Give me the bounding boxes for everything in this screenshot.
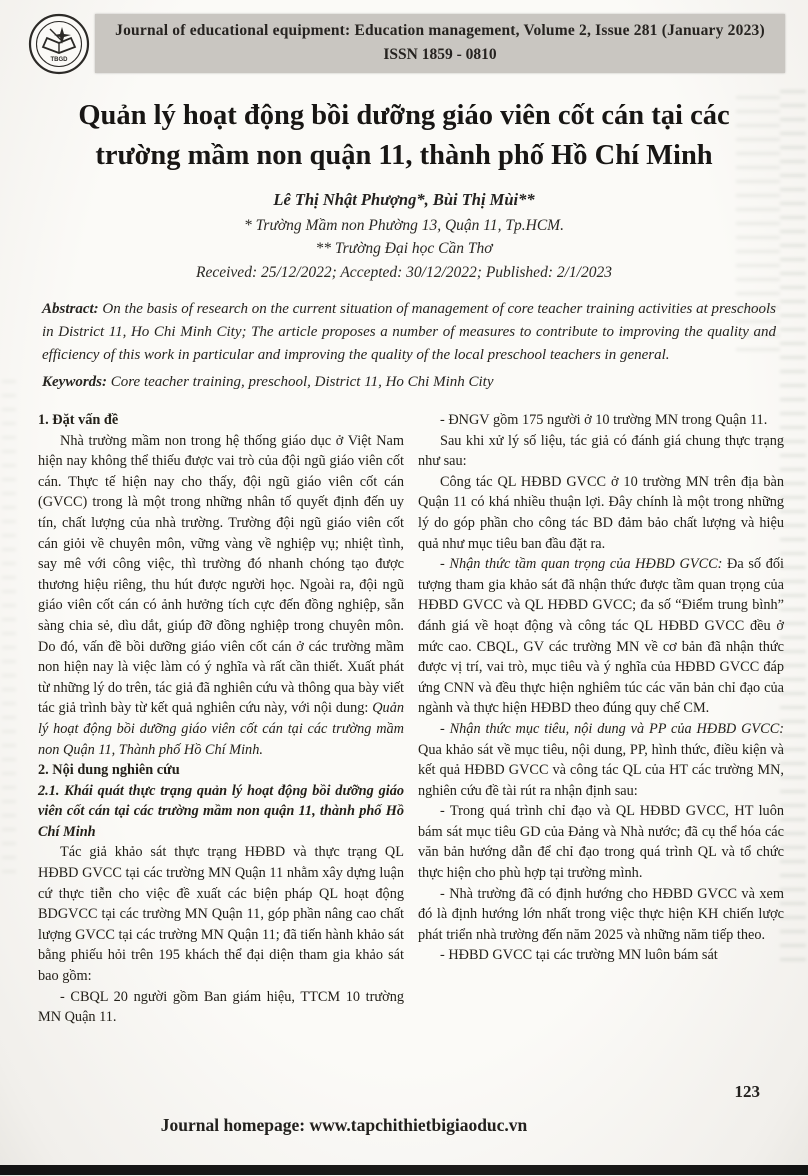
keywords-line — [42, 371, 776, 394]
paragraph-text: Nhà trường mầm non trong hệ thống giáo dục ở Việt Nam hiện nay không thể thiếu được vai trò của đội ngũ giáo viên cốt cán. Thực tế hiện nay cho thấy, đội ngũ giáo viên cốt cán (GVCC) trong là một trong những nhân tố quyết định đến uy tín, chất lượng của nhà trường. Trường đội ngũ giáo viên cốt cán giỏi về chuyên môn, vững vàng về nghiệp vụ; nhiệt tình, say mê với công việc, thì trường đó nhanh chóng tạo được thương hiệu riêng, thu hút được người học. Ngoài ra, đội ngũ giáo viên cốt cán có ảnh hưởng tích cực đến đồng nghiệp, sẵn sàng chia sẻ, dìu dắt, giúp đỡ đồng nghiệp trong chuyên môn. Do đó, vấn đề bồi dưỡng giáo viên cốt cán ở các trường mầm non hiện nay là việc làm có ý nghĩa và rất cần thiết. Xuất phát từ những lý do trên, tác giả đã nghiên cứu và thông qua bày viết tác giả trình bày từ kết quả nghiên cứu này, với nội dung: — [38, 432, 404, 717]
body-paragraph — [38, 431, 404, 761]
paper-title — [30, 96, 778, 176]
right-column — [418, 410, 784, 1028]
left-column — [38, 410, 404, 1028]
body-paragraph: - Trong quá trình chỉ đạo và QL HĐBD GVCC, HT luôn bám sát mục tiêu GD của Đảng và Nhà nước; đã cụ thể hóa các văn bản hướng dẫn để chỉ đạo trong quá trình QL và tổ chức thực hiện cho phù hợp tại trường mình. — [418, 803, 784, 882]
section-heading-2-1: 2.1. Khái quát thực trạng quản lý hoạt động bồi dưỡng giáo viên cốt cán tại các trường mầm non quận 11, thành phố Hồ Chí Minh — [38, 782, 404, 840]
abstract-text: On the basis of research on the current situation of management of core teacher training activities at preschools in District 11, Ho Chi Minh City; The article proposes a number of measures to contribute to improving the quality and efficiency of this work in particular and improving the quality of the local preschool teachers in general. — [42, 301, 776, 363]
keywords-text: Core teacher training, preschool, District 11, Ho Chi Minh City — [107, 374, 494, 390]
authors-line: Lê Thị Nhật Phượng*, Bùi Thị Mùi** — [273, 190, 535, 209]
keywords-label: Keywords: — [42, 374, 107, 390]
paragraph-italic-lead: - Nhận thức mục tiêu, nội dung và PP của HĐBD GVCC: — [440, 720, 784, 737]
body-paragraph: - Nhà trường đã có định hướng cho HĐBD GVCC và xem đó là định hướng lớn nhất trong việc thực hiện KH chiến lược phát triển nhà trường đến năm 2025 và những năm tiếp theo. — [418, 885, 784, 943]
page-bleed-texture — [2, 380, 16, 880]
paragraph-text: Đa số đối tượng tham gia khảo sát đã nhận thức được tầm quan trọng của HĐBD GVCC và QL HĐBD GVCC; đa số “Điểm trung bình” đánh giá về hoạt động và công tác QL HĐBD GVCC đều ở mức cao. CBQL, GV các trường MN về cơ bản đã nhận thức được vị trí, vai trò, mục tiêu và ý nghĩa của HĐBD GVCC đáp ứng CNN và đều thực hiện nghiêm túc các văn bản chỉ đạo của ngành và thực hiện HĐBD theo đúng quy chế CM. — [418, 556, 784, 717]
paper-title-line1: Quản lý hoạt động bồi dưỡng giáo viên cốt cán tại các — [78, 100, 730, 131]
body-paragraph: - HĐBD GVCC tại các trường MN luôn bám sát — [440, 947, 718, 964]
section-heading-2: 2. Nội dung nghiên cứu — [38, 762, 180, 779]
journal-homepage-line: Journal homepage: www.tapchithietbigiaoduc.vn — [160, 1115, 528, 1135]
body-paragraph: - ĐNGV gồm 175 người ở 10 trường MN trong Quận 11. — [440, 412, 768, 428]
body-paragraph: Công tác QL HĐBD GVCC ở 10 trường MN trên địa bàn Quận 11 có khá nhiều thuận lợi. Đây chính là một trong những lý do góp phần cho công tác BD đảm bảo chất lượng và hiệu quả như mục tiêu ban đầu đặt ra. — [418, 473, 784, 552]
body-paragraph: - CBQL 20 người gồm Ban giám hiệu, TTCM 10 trường MN Quận 11. — [38, 988, 404, 1026]
journal-logo-icon — [28, 13, 90, 75]
bottom-scan-bar — [0, 1165, 808, 1175]
body-paragraph: Tác giả khảo sát thực trạng HĐBD và thực trạng QL HĐBD GVCC tại các trường MN Quận 11 nhằm xây dựng luận cứ thực tiễn cho việc đề xuất các biện pháp QL hoạt động BDGVCC tại các trường MN Quận 11, góp phần nâng cao chất lượng GVCC tại các trường MN Quận 11; đã tiến hành khảo sát bằng phiếu hỏi trên 195 khách thể đại diện tham gia khảo sát bao gồm: — [38, 844, 404, 985]
abstract-label: Abstract: — [42, 301, 99, 317]
body-paragraph — [418, 719, 784, 801]
paragraph-text: Qua khảo sát về mục tiêu, nội dung, PP, hình thức, điều kiện và kết quả HĐBD GVCC và công tác QL của HT các trường MN, nghiên cứu đề tài rút ra nhận định sau: — [418, 741, 784, 799]
section-heading-1: 1. Đặt vấn đề — [38, 412, 119, 428]
body-paragraph: Sau khi xử lý số liệu, tác giả có đánh giá chung thực trạng như sau: — [418, 432, 784, 470]
abstract-paragraph — [42, 298, 776, 367]
paragraph-italic-text: Quản lý hoạt động bồi dưỡng giáo viên cốt cán tại các trường mầm non Quận 11, Thành phố Hồ Chí Minh. — [38, 700, 404, 758]
journal-masthead-banner — [95, 14, 785, 73]
page-number: 123 — [734, 1082, 760, 1101]
body-columns — [38, 410, 784, 1028]
affiliation-2: ** Trường Đại học Cần Thơ — [315, 240, 493, 257]
body-paragraph — [418, 554, 784, 719]
svg-text:TBGD: TBGD — [50, 57, 68, 63]
paper-title-line2: trường mầm non quận 11, thành phố Hồ Chí Minh — [95, 140, 713, 171]
affiliation-1: * Trường Mầm non Phường 13, Quận 11, Tp.HCM. — [244, 217, 564, 234]
paragraph-italic-lead: - Nhận thức tầm quan trọng của HĐBD GVCC: — [440, 556, 723, 573]
dates-line: Received: 25/12/2022; Accepted: 30/12/2022; Published: 2/1/2023 — [196, 264, 612, 281]
issn-line: ISSN 1859 - 0810 — [383, 46, 497, 63]
journal-title-line: Journal of educational equipment: Education management, Volume 2, Issue 281 (January 2023) — [115, 22, 765, 39]
